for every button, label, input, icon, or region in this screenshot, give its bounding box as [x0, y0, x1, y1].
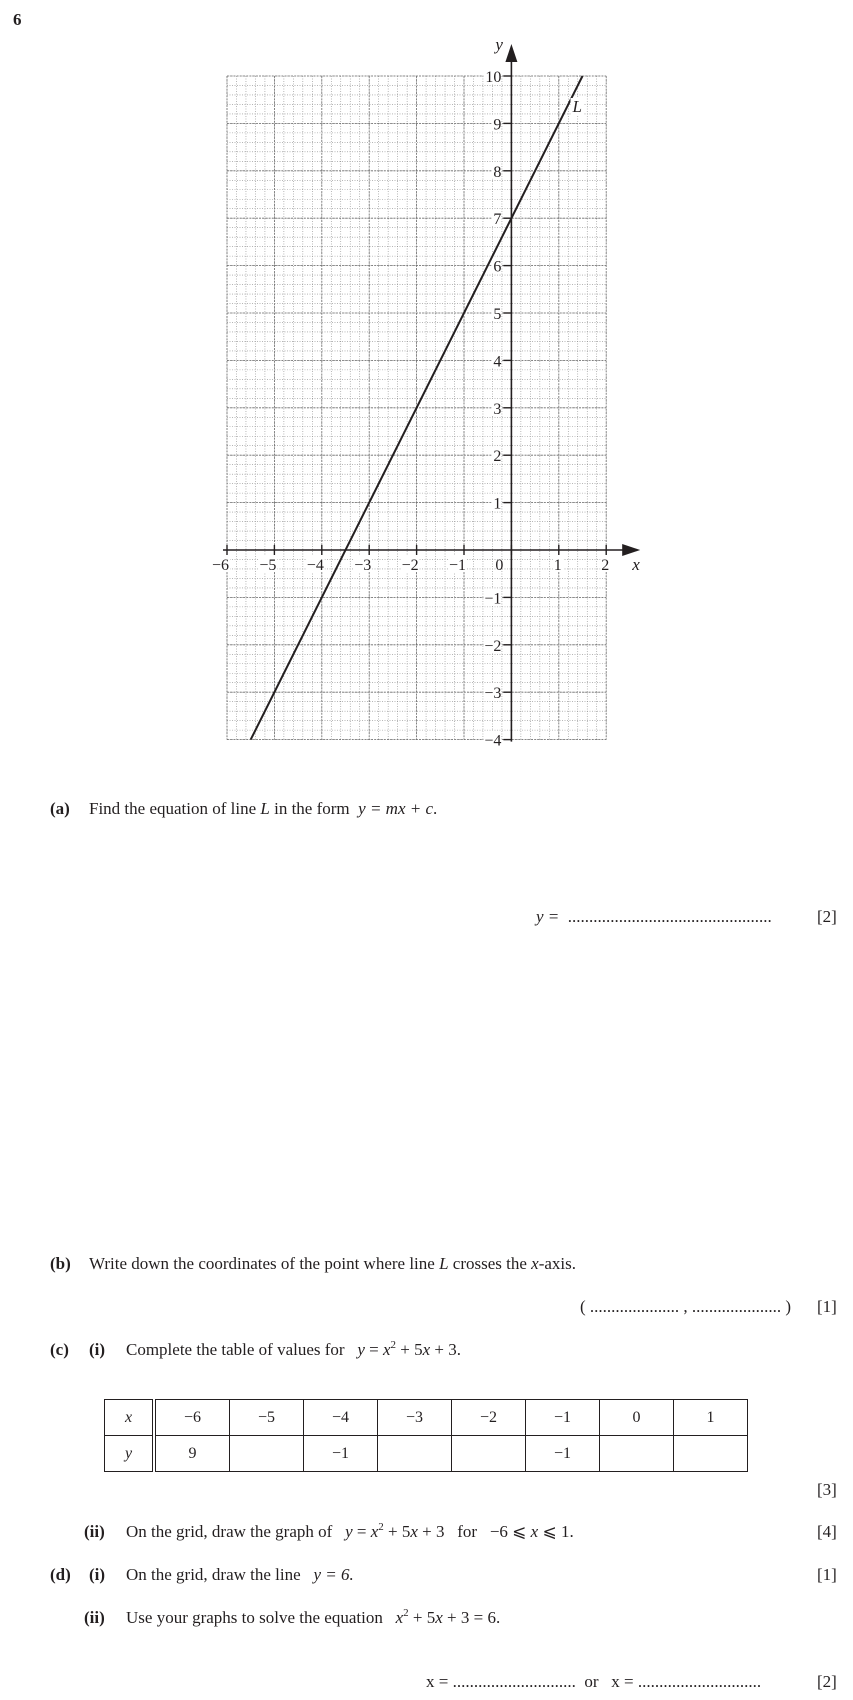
x-axis-label: x	[632, 555, 640, 574]
part-a-text: Find the equation of line L in the form y = mx + c.	[89, 799, 438, 818]
ticks	[211, 67, 611, 750]
y-cell[interactable]	[378, 1436, 452, 1472]
y-cell[interactable]	[230, 1436, 304, 1472]
part-b-answer[interactable]: ( ..................... , ..................... )	[580, 1297, 792, 1316]
x-tick-label: 0	[495, 557, 504, 574]
y-header: y	[105, 1436, 155, 1472]
x-cell: −2	[452, 1400, 526, 1436]
part-b-label: (b)	[50, 1254, 71, 1273]
y-cell[interactable]: −1	[304, 1436, 378, 1472]
part-d-ii-marks: [2]	[817, 1672, 837, 1691]
part-c-ii-text: On the grid, draw the graph of $y = x^2 + 5x + 3$ for −6 ⩽ x ⩽ 1.	[126, 1521, 574, 1541]
part-c-label: (c)	[50, 1340, 69, 1359]
part-d-ii-answer[interactable]: x = ............................. or x = .............................	[426, 1672, 762, 1691]
part-b-text: Write down the coordinates of the point where line L crosses the x-axis.	[89, 1254, 577, 1273]
y-cell[interactable]: −1	[526, 1436, 600, 1472]
x-cell: −3	[378, 1400, 452, 1436]
part-c-ii-marks: [4]	[817, 1522, 837, 1541]
x-cell: 1	[674, 1400, 748, 1436]
x-tick-label: 2	[601, 557, 610, 574]
y-tick-label: 3	[493, 400, 502, 418]
x-tick-label: −2	[401, 557, 419, 574]
y-tick-label: −3	[484, 685, 502, 703]
y-tick-label: 10	[485, 69, 502, 86]
y-tick-label: 7	[493, 211, 502, 229]
y-tick-label: 6	[493, 258, 502, 276]
x-cell: −6	[154, 1400, 230, 1436]
x-tick-label: −5	[259, 557, 277, 574]
y-tick-label: −1	[484, 590, 502, 608]
y-tick-label: 9	[493, 116, 502, 134]
part-a-marks: [2]	[817, 907, 837, 926]
part-d-label: (d)	[50, 1565, 71, 1584]
table-row-x	[105, 1400, 748, 1436]
part-c-ii-label: (ii)	[84, 1522, 105, 1541]
part-a-label: (a)	[50, 799, 70, 818]
question-number: 6	[13, 10, 22, 29]
line-graph	[200, 28, 650, 758]
y-axis-arrow	[505, 44, 517, 62]
y-tick-label: −4	[484, 732, 502, 750]
x-tick-label: −3	[354, 557, 372, 574]
y-tick-label: −2	[484, 637, 502, 655]
part-a-answer[interactable]: y = ................................................	[536, 907, 772, 926]
x-tick-label: −1	[449, 557, 467, 574]
part-b-marks: [1]	[817, 1297, 837, 1316]
x-tick-label: −6	[212, 557, 230, 574]
y-tick-label: 5	[493, 306, 502, 323]
y-cell[interactable]	[674, 1436, 748, 1472]
y-cell[interactable]	[452, 1436, 526, 1472]
x-tick-label: −4	[306, 557, 324, 574]
y-tick-label: 2	[493, 448, 502, 466]
part-c-i-marks: [3]	[817, 1480, 837, 1499]
part-d-i-label: (i)	[89, 1565, 106, 1584]
x-cell: −1	[526, 1400, 600, 1436]
part-c-i-text: Complete the table of values for $y = x^2 + 5x + 3$.	[126, 1339, 461, 1359]
x-cell: 0	[600, 1400, 674, 1436]
x-header: x	[105, 1400, 155, 1436]
x-tick-label: 1	[553, 557, 562, 574]
x-cell: −5	[230, 1400, 304, 1436]
part-d-ii-text: Use your graphs to solve the equation $x^2 + 5x + 3 = 6$.	[126, 1607, 501, 1627]
y-cell[interactable]	[600, 1436, 674, 1472]
part-c-i-label: (i)	[89, 1340, 106, 1359]
y-cell[interactable]: 9	[154, 1436, 230, 1472]
y-tick-label: 8	[493, 163, 502, 181]
table-row-y	[105, 1436, 748, 1472]
y-tick-label: 1	[493, 495, 502, 513]
table-of-values	[104, 1399, 748, 1472]
part-d-ii-label: (ii)	[84, 1608, 105, 1627]
line-L-label: L	[572, 97, 582, 116]
part-d-i-text: On the grid, draw the line y = 6.	[126, 1565, 354, 1584]
y-axis-label: y	[495, 35, 503, 54]
y-tick-label: 4	[493, 353, 502, 371]
part-d-i-marks: [1]	[817, 1565, 837, 1584]
x-cell: −4	[304, 1400, 378, 1436]
